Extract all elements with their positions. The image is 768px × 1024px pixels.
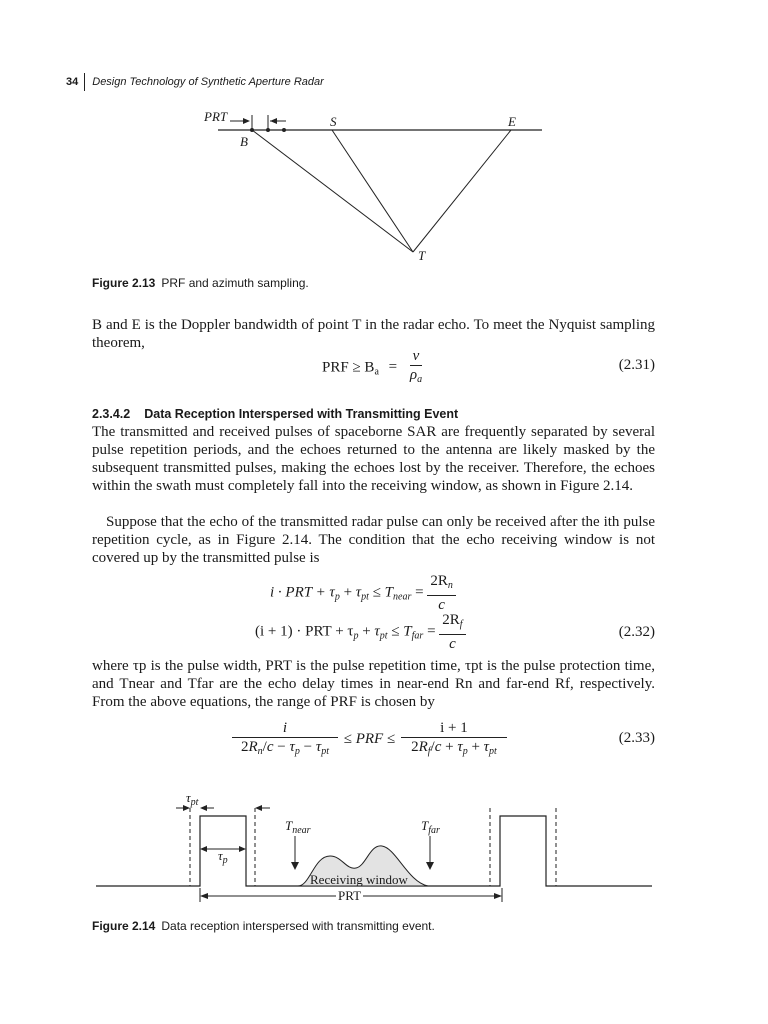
equation-number-2-32: (2.32)	[618, 624, 655, 640]
paragraph-1: B and E is the Doppler bandwidth of point T in the radar echo. To meet the Nyquist sampling theorem,	[92, 317, 655, 351]
figure-2-13-diagram	[190, 105, 560, 270]
label-e: E	[508, 114, 516, 129]
figure-2-13-caption-text: PRF and azimuth sampling.	[161, 276, 309, 290]
page-number: 34	[66, 76, 79, 88]
figure-2-14-diagram	[90, 788, 670, 913]
figure-2-14-label: Figure 2.14	[92, 919, 156, 933]
figure-2-14-caption	[92, 919, 435, 933]
header-divider	[84, 73, 85, 91]
label-tau-p: $\tau_p$	[218, 848, 228, 866]
running-title: Design Technology of Synthetic Aperture Radar	[92, 76, 324, 88]
figure-2-13-caption	[92, 276, 309, 290]
equation-2-32-line-1: i · PRT + $\tau_p + \tau_{pt} \le T_{near}$ = $\frac{2R_n}{c}$	[270, 573, 456, 613]
equation-2-31: PRF ≥ $B_a$ = $\frac{v}{\rho_a}$	[322, 348, 425, 388]
section-number: 2.3.4.2	[92, 407, 131, 421]
figure-2-14-caption-text: Data reception interspersed with transmitting event.	[161, 919, 435, 933]
eq-2-31-lhs: PRF ≥ B	[322, 359, 375, 376]
label-prt-span: PRT	[338, 888, 362, 903]
paragraph-2: The transmitted and received pulses of spaceborne SAR are frequently separated by several pulse repetition periods, and the echoes returned to the antenna are likely masked by the subsequent transmitted pulses, making the echoes lost by the receiver. Therefore, the echoes within the swath must completely fall into the receiving window, as shown in Figure 2.14.	[92, 424, 655, 494]
equation-2-33: $\frac{i}{2R_n/c - \tau_p - \tau_{pt}}$ ≤ PRF ≤ $\frac{i + 1}{2R_f/c + \tau_p + \tau_{pt}}$	[232, 720, 507, 760]
label-t-near: $T_{near}$	[285, 818, 311, 836]
line-s-t	[332, 130, 413, 252]
figure-2-13-label: Figure 2.13	[92, 276, 156, 290]
equation-number-2-31: (2.31)	[618, 357, 655, 373]
label-tau-pt: $\tau_{pt}$	[186, 790, 199, 808]
line-e-t	[413, 130, 511, 252]
label-t: T	[418, 248, 426, 263]
equation-2-32-line-2: (i + 1) · PRT + $\tau_p + \tau_{pt} \le T_{far}$ = $\frac{2R_f}{c}$	[255, 612, 466, 652]
paragraph-3: Suppose that the echo of the transmitted radar pulse can only be received after the ith pulse repetition cycle, as in Figure 2.14. The condition that the echo receiving window is not covered up by the transmitted pulse is	[92, 514, 655, 566]
label-prt: PRT	[204, 109, 228, 124]
section-heading	[92, 407, 458, 421]
section-title: Data Reception Interspersed with Transmitting Event	[144, 407, 459, 421]
eq-2-31-fraction: $\frac{v}{\rho_a}$	[409, 348, 423, 385]
label-s: S	[330, 114, 337, 129]
label-b: B	[240, 134, 248, 149]
line-b-t	[252, 130, 413, 252]
sample-dot-2	[266, 128, 270, 132]
label-t-far: $T_{far}$	[421, 818, 440, 836]
sample-dot-3	[282, 128, 286, 132]
label-receiving-window: Receiving window	[310, 872, 408, 887]
running-head	[66, 73, 324, 91]
paragraph-4: where τp is the pulse width, PRT is the pulse repetition time, τpt is the pulse protection time, and Tnear and Tfar are the echo delay times in near-end Rn and far-end Rf, respectively. From the above equations, the range of PRF is chosen by	[92, 658, 655, 710]
sample-dot-1	[250, 128, 254, 132]
equation-number-2-33: (2.33)	[618, 730, 655, 746]
